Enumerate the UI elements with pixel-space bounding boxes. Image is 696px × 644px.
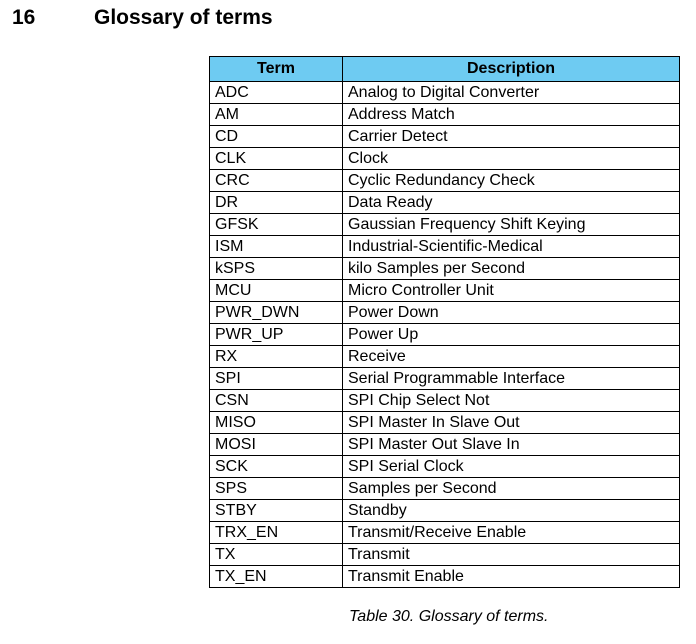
description-cell: Analog to Digital Converter — [343, 82, 680, 104]
term-cell: DR — [210, 192, 343, 214]
description-cell: SPI Chip Select Not — [343, 390, 680, 412]
table-header-row — [210, 57, 680, 82]
table-row — [210, 500, 680, 522]
table-row — [210, 544, 680, 566]
description-cell: Receive — [343, 346, 680, 368]
section-heading — [12, 4, 273, 32]
term-cell: TX — [210, 544, 343, 566]
table-row — [210, 170, 680, 192]
table-row — [210, 434, 680, 456]
column-header-term: Term — [210, 57, 343, 82]
section-number: 16 — [12, 6, 36, 29]
description-cell: Serial Programmable Interface — [343, 368, 680, 390]
term-cell: MCU — [210, 280, 343, 302]
table-row — [210, 148, 680, 170]
table-row — [210, 324, 680, 346]
term-cell: ISM — [210, 236, 343, 258]
table-row — [210, 82, 680, 104]
term-cell: MOSI — [210, 434, 343, 456]
table-row — [210, 236, 680, 258]
term-cell: RX — [210, 346, 343, 368]
term-cell: ADC — [210, 82, 343, 104]
table-row — [210, 522, 680, 544]
description-cell: Power Down — [343, 302, 680, 324]
term-cell: PWR_DWN — [210, 302, 343, 324]
description-cell: Samples per Second — [343, 478, 680, 500]
description-cell: Micro Controller Unit — [343, 280, 680, 302]
description-cell: SPI Master In Slave Out — [343, 412, 680, 434]
table-row — [210, 566, 680, 588]
term-cell: GFSK — [210, 214, 343, 236]
term-cell: CRC — [210, 170, 343, 192]
description-cell: Transmit Enable — [343, 566, 680, 588]
description-cell: SPI Master Out Slave In — [343, 434, 680, 456]
term-cell: TX_EN — [210, 566, 343, 588]
table-row — [210, 368, 680, 390]
table-row — [210, 390, 680, 412]
term-cell: CLK — [210, 148, 343, 170]
table-row — [210, 412, 680, 434]
table-row — [210, 104, 680, 126]
table-row — [210, 126, 680, 148]
glossary-table — [209, 56, 680, 588]
table-row — [210, 192, 680, 214]
description-cell: Industrial-Scientific-Medical — [343, 236, 680, 258]
table-row — [210, 280, 680, 302]
table-row — [210, 214, 680, 236]
table-caption: Table 30. Glossary of terms. — [349, 608, 549, 625]
description-cell: Transmit — [343, 544, 680, 566]
table-row — [210, 456, 680, 478]
term-cell: SPI — [210, 368, 343, 390]
description-cell: Data Ready — [343, 192, 680, 214]
section-title: Glossary of terms — [94, 6, 273, 29]
description-cell: Clock — [343, 148, 680, 170]
term-cell: PWR_UP — [210, 324, 343, 346]
term-cell: CSN — [210, 390, 343, 412]
term-cell: kSPS — [210, 258, 343, 280]
column-header-description: Description — [343, 57, 680, 82]
description-cell: Gaussian Frequency Shift Keying — [343, 214, 680, 236]
term-cell: AM — [210, 104, 343, 126]
table-row — [210, 258, 680, 280]
term-cell: STBY — [210, 500, 343, 522]
term-cell: CD — [210, 126, 343, 148]
description-cell: Carrier Detect — [343, 126, 680, 148]
description-cell: Standby — [343, 500, 680, 522]
term-cell: SCK — [210, 456, 343, 478]
description-cell: Transmit/Receive Enable — [343, 522, 680, 544]
term-cell: MISO — [210, 412, 343, 434]
description-cell: Cyclic Redundancy Check — [343, 170, 680, 192]
description-cell: SPI Serial Clock — [343, 456, 680, 478]
description-cell: Power Up — [343, 324, 680, 346]
table-row — [210, 346, 680, 368]
description-cell: Address Match — [343, 104, 680, 126]
term-cell: SPS — [210, 478, 343, 500]
table-row — [210, 302, 680, 324]
description-cell: kilo Samples per Second — [343, 258, 680, 280]
table-row — [210, 478, 680, 500]
table-body — [210, 82, 680, 588]
term-cell: TRX_EN — [210, 522, 343, 544]
